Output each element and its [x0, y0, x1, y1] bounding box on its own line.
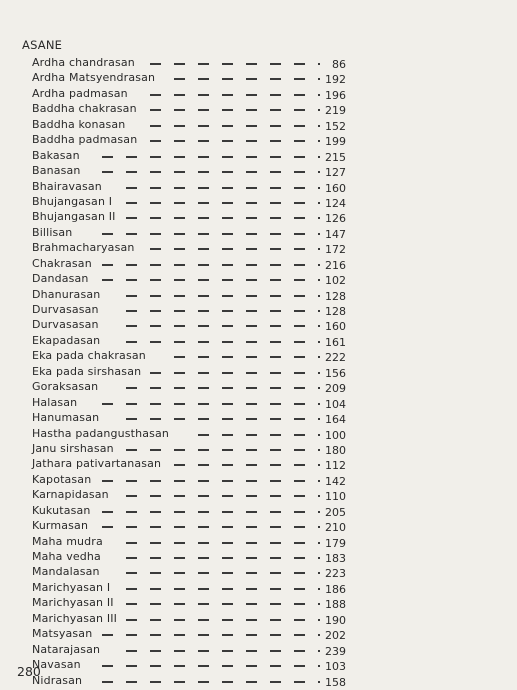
dot-leader [126, 449, 320, 451]
page-reference: 216 [325, 258, 346, 272]
dot-leader [102, 480, 320, 482]
asana-name: Chakrasan [32, 256, 92, 270]
page-reference: 190 [325, 613, 346, 627]
page-reference: 86 [332, 58, 346, 71]
dot-leader [150, 109, 320, 111]
page-reference: 160 [325, 181, 346, 195]
page-reference: 210 [325, 521, 346, 535]
index-entry [32, 287, 352, 302]
index-entry [32, 564, 352, 579]
index-entry [32, 348, 352, 363]
page-reference: 103 [325, 660, 346, 674]
page-reference: 102 [325, 274, 346, 288]
page-reference: 127 [325, 166, 346, 180]
dot-leader [126, 650, 320, 652]
asana-name: Bhujangasan I [32, 194, 113, 208]
dot-leader [126, 619, 320, 621]
asana-name: Jathara pativartanasan [32, 457, 162, 471]
index-entry [32, 534, 352, 549]
asana-name: Hastha padangusthasan [32, 426, 169, 440]
dot-leader [102, 403, 320, 405]
page-reference: 180 [325, 443, 346, 457]
index-entry [32, 317, 352, 332]
asana-name: Ardha chandrasan [32, 56, 135, 69]
asana-name: Kapotasan [32, 472, 92, 486]
dot-leader [150, 94, 320, 96]
page-reference: 199 [325, 135, 346, 149]
index-entry [32, 194, 352, 209]
asana-name: Marichyasan III [32, 611, 118, 625]
asana-name: Ardha padmasan [32, 86, 128, 100]
page-reference: 104 [325, 397, 346, 411]
index-entry [32, 55, 352, 70]
index-entry [32, 580, 352, 595]
index-entry [32, 364, 352, 379]
dot-leader [126, 217, 320, 219]
dot-leader [102, 634, 320, 636]
asana-name: Dandasan [32, 272, 89, 286]
asana-name: Hanumasan [32, 411, 100, 425]
dot-leader [126, 202, 320, 204]
asana-name: Dhanurasan [32, 287, 101, 301]
page-reference: 188 [325, 598, 346, 612]
dot-leader [126, 325, 320, 327]
asana-name: Natarajasan [32, 642, 101, 656]
page-reference: 179 [325, 536, 346, 550]
asana-index-list [32, 55, 352, 688]
asana-name: Nidrasan [32, 673, 83, 687]
asana-name: Kukutasan [32, 503, 91, 517]
asana-name: Kurmasan [32, 519, 89, 533]
index-entry [32, 642, 352, 657]
dot-leader [126, 295, 320, 297]
page-reference: 183 [325, 552, 346, 565]
asana-name: Maha mudra [32, 534, 103, 548]
asana-name: Goraksasan [32, 380, 99, 394]
dot-leader [150, 248, 320, 250]
index-entry [32, 426, 352, 441]
asana-name: Ardha Matsyendrasan [32, 71, 156, 85]
page-reference: 128 [325, 305, 346, 318]
page-reference: 160 [325, 320, 346, 334]
asana-name: Brahmacharyasan [32, 241, 135, 255]
asana-name: Marichyasan II [32, 596, 114, 610]
dot-leader [174, 356, 320, 358]
page-reference: 152 [325, 119, 346, 133]
dot-leader [102, 264, 320, 266]
index-entry [32, 456, 352, 471]
asana-name: Marichyasan I [32, 580, 111, 594]
dot-leader [102, 511, 320, 513]
page-reference: 222 [325, 351, 346, 365]
index-entry [32, 70, 352, 85]
page-reference: 110 [325, 490, 346, 504]
dot-leader [126, 495, 320, 497]
asana-name: Matsyasan [32, 627, 93, 641]
page-reference: 215 [325, 150, 346, 164]
page-reference: 124 [325, 196, 346, 210]
asana-name: Durvasasan [32, 318, 99, 332]
dot-leader [198, 434, 320, 436]
page-reference: 142 [325, 474, 346, 488]
index-entry [32, 333, 352, 348]
page-reference: 164 [325, 413, 346, 427]
index-entry [32, 302, 352, 317]
asana-name: Durvasasan [32, 303, 99, 316]
asana-name: Eka pada sirshasan [32, 364, 142, 378]
index-entry [32, 611, 352, 626]
asana-name: Bhairavasan [32, 179, 102, 193]
asana-name: Halasan [32, 395, 78, 409]
dot-leader [150, 372, 320, 374]
index-entry [32, 549, 352, 564]
page-reference: 158 [325, 675, 346, 689]
dot-leader [102, 279, 320, 281]
dot-leader [126, 603, 320, 605]
dot-leader [126, 542, 320, 544]
page-reference: 202 [325, 629, 346, 643]
index-entry [32, 379, 352, 394]
asana-name: Baddha konasan [32, 117, 126, 131]
asana-name: Bakasan [32, 148, 80, 162]
asana-name: Karnapidasan [32, 488, 109, 502]
index-entry [32, 148, 352, 163]
page-reference: 196 [325, 88, 346, 102]
dot-leader [150, 63, 320, 65]
page-reference: 112 [325, 459, 346, 473]
asana-name: Eka pada chakrasan [32, 349, 146, 363]
index-entry [32, 256, 352, 271]
index-entry [32, 101, 352, 116]
index-entry [32, 441, 352, 456]
dot-leader [126, 418, 320, 420]
index-entry [32, 518, 352, 533]
dot-leader [102, 665, 320, 667]
page-reference: 223 [325, 567, 346, 581]
index-entry [32, 395, 352, 410]
dot-leader [102, 681, 320, 683]
dot-leader [150, 125, 320, 127]
index-entry [32, 209, 352, 224]
index-entry [32, 657, 352, 672]
asana-name: Navasan [32, 658, 81, 672]
dot-leader [102, 233, 320, 235]
index-entry [32, 225, 352, 240]
index-entry [32, 271, 352, 286]
page-reference: 219 [325, 104, 346, 118]
page-reference: 156 [325, 366, 346, 380]
dot-leader [126, 588, 320, 590]
index-entry [32, 503, 352, 518]
asana-name: Ekapadasan [32, 333, 101, 347]
dot-leader [102, 526, 320, 528]
dot-leader [126, 187, 320, 189]
asana-name: Billisan [32, 225, 73, 239]
section-heading: ASANE [22, 38, 63, 52]
page-reference: 100 [325, 428, 346, 442]
asana-name: Baddha chakrasan [32, 102, 137, 116]
page-reference: 172 [325, 243, 346, 257]
page-reference: 126 [325, 212, 346, 226]
asana-name: Maha vedha [32, 550, 101, 563]
index-entry [32, 626, 352, 641]
dot-leader [174, 464, 320, 466]
asana-name: Mandalasan [32, 565, 100, 579]
page-reference: 161 [325, 335, 346, 349]
page-reference: 209 [325, 382, 346, 396]
index-entry [32, 179, 352, 194]
dot-leader [150, 140, 320, 142]
index-entry [32, 487, 352, 502]
index-entry [32, 86, 352, 101]
dot-leader [102, 171, 320, 173]
dot-leader [126, 572, 320, 574]
page-reference: 186 [325, 582, 346, 596]
dot-leader [126, 557, 320, 559]
dot-leader [126, 341, 320, 343]
page-reference: 205 [325, 505, 346, 519]
asana-name: Banasan [32, 164, 81, 178]
dot-leader [102, 156, 320, 158]
dot-leader [174, 78, 320, 80]
index-entry [32, 132, 352, 147]
index-entry [32, 595, 352, 610]
index-entry [32, 117, 352, 132]
asana-name: Bhujangasan II [32, 210, 116, 224]
dot-leader [126, 310, 320, 312]
page-reference: 147 [325, 227, 346, 241]
index-entry [32, 240, 352, 255]
asana-name: Baddha padmasan [32, 133, 138, 147]
page-reference: 192 [325, 73, 346, 87]
page-reference: 128 [325, 289, 346, 303]
index-entry [32, 673, 352, 688]
asana-name: Janu sirshasan [32, 441, 114, 455]
dot-leader [126, 387, 320, 389]
page-reference: 239 [325, 644, 346, 658]
index-entry [32, 410, 352, 425]
index-entry [32, 472, 352, 487]
page-number: 280 [17, 664, 41, 679]
index-entry [32, 163, 352, 178]
